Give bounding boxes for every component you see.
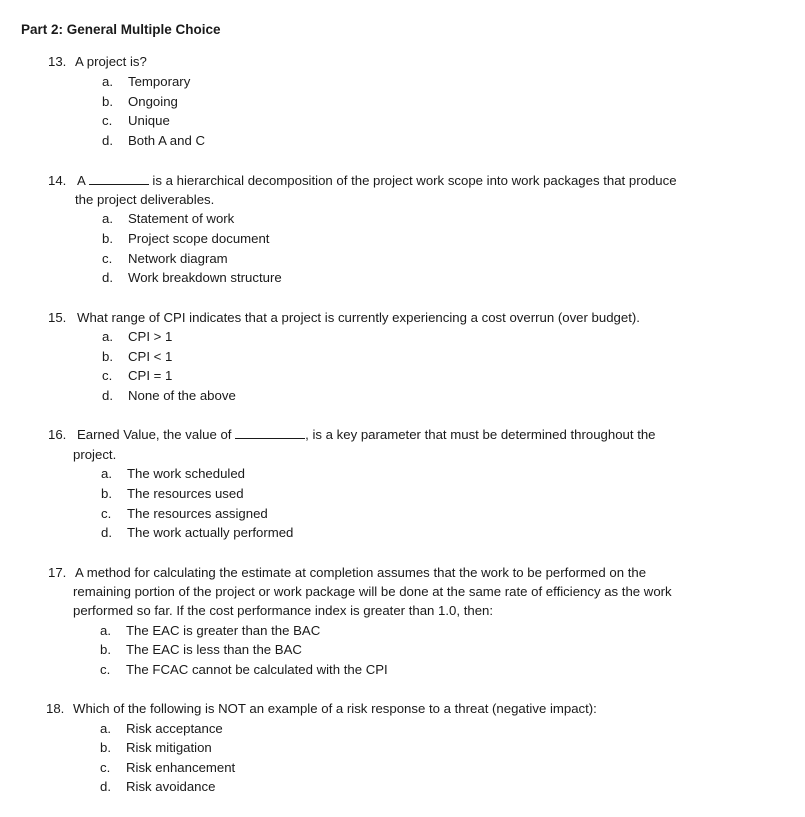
question-stem-line-1: A method for calculating the estimate at completion assumes that the work to be performed on the [75,565,647,580]
choice-letter: d. [102,270,113,285]
choice-a[interactable] [100,719,223,739]
choice-d[interactable] [102,268,282,288]
choice-letter: c. [101,506,112,521]
choice-text: Risk mitigation [126,740,212,755]
choice-letter: b. [100,642,111,657]
choice-c[interactable] [102,366,172,386]
question-number: 18. [46,701,65,716]
choice-letter: b. [100,740,111,755]
choice-letter: d. [101,525,112,540]
choice-letter: d. [102,133,113,148]
question-stem: A project is? [75,54,147,69]
choice-letter: c. [102,368,113,383]
choice-letter: c. [100,760,111,775]
question-number: 16. [48,427,67,442]
choice-a[interactable] [102,72,190,92]
question-stem-line-3: performed so far. If the cost performance index is greater than 1.0, then: [73,603,494,618]
choice-letter: d. [100,779,111,794]
choice-b[interactable] [100,640,302,660]
choice-letter: b. [101,486,112,501]
choice-c[interactable] [100,758,235,778]
choice-text: The FCAC cannot be calculated with the CPI [126,662,388,677]
question-number: 15. [48,310,67,325]
choice-letter: b. [102,94,113,109]
choice-c[interactable] [101,504,268,524]
page-title: Part 2: General Multiple Choice [21,22,221,37]
choice-b[interactable] [102,229,269,249]
choice-text: Statement of work [128,211,235,226]
choice-letter: a. [102,211,113,226]
choice-text: The resources assigned [127,506,268,521]
choice-text: Unique [128,113,170,128]
choice-d[interactable] [101,523,293,543]
choice-letter: b. [102,231,113,246]
question-stem: What range of CPI indicates that a project is currently experiencing a cost overrun (over budget). [77,310,640,325]
choice-letter: b. [102,349,113,364]
choice-text: Both A and C [128,133,205,148]
choice-text: The EAC is less than the BAC [126,642,302,657]
question-stem: Which of the following is NOT an example of a risk response to a threat (negative impact): [73,701,597,716]
choice-text: Risk enhancement [126,760,236,775]
choice-text: Ongoing [128,94,178,109]
choice-c[interactable] [102,249,228,269]
question-stem-line-2: remaining portion of the project or work package will be done at the same rate of efficiency as the work [73,584,672,599]
choice-letter: c. [102,113,113,128]
choice-text: CPI > 1 [128,329,173,344]
choice-text: Network diagram [128,251,228,266]
choice-letter: a. [102,74,113,89]
question-stem-continuation: project. [73,447,117,462]
choice-text: Temporary [128,74,191,89]
choice-b[interactable] [101,484,244,504]
choice-c[interactable] [102,111,170,131]
choice-a[interactable] [101,464,245,484]
choice-letter: c. [100,662,111,677]
choice-d[interactable] [102,386,236,406]
choice-text: The work scheduled [127,466,246,481]
stem-suffix: is a hierarchical decomposition of the project work scope into work packages that produce [152,173,677,188]
fill-in-blank[interactable] [89,172,149,185]
stem-prefix: A [77,173,86,188]
question-number: 14. [48,173,67,188]
choice-letter: a. [102,329,113,344]
choice-d[interactable] [100,777,215,797]
question-stem-line [77,171,677,191]
fill-in-blank[interactable] [235,426,305,439]
choice-text: CPI < 1 [128,349,173,364]
choice-a[interactable] [102,327,172,347]
choice-b[interactable] [100,738,212,758]
choice-b[interactable] [102,92,178,112]
question-number: 13. [48,54,67,69]
choice-text: The resources used [127,486,244,501]
choice-text: The EAC is greater than the BAC [126,623,321,638]
choice-text: None of the above [128,388,236,403]
question-stem-continuation: the project deliverables. [75,192,215,207]
choice-text: Work breakdown structure [128,270,282,285]
choice-d[interactable] [102,131,205,151]
choice-letter: c. [102,251,113,266]
question-stem-line [77,425,656,445]
choice-text: Project scope document [128,231,270,246]
question-number: 17. [48,565,67,580]
choice-letter: a. [100,721,111,736]
choice-text: Risk avoidance [126,779,216,794]
choice-letter: a. [100,623,111,638]
choice-text: CPI = 1 [128,368,173,383]
choice-a[interactable] [102,209,234,229]
stem-prefix: Earned Value, the value of [77,427,232,442]
choice-text: The work actually performed [127,525,294,540]
choice-a[interactable] [100,621,320,641]
choice-letter: d. [102,388,113,403]
choice-b[interactable] [102,347,172,367]
choice-letter: a. [101,466,112,481]
choice-text: Risk acceptance [126,721,223,736]
stem-suffix: , is a key parameter that must be determined throughout the [305,427,656,442]
choice-c[interactable] [100,660,388,680]
